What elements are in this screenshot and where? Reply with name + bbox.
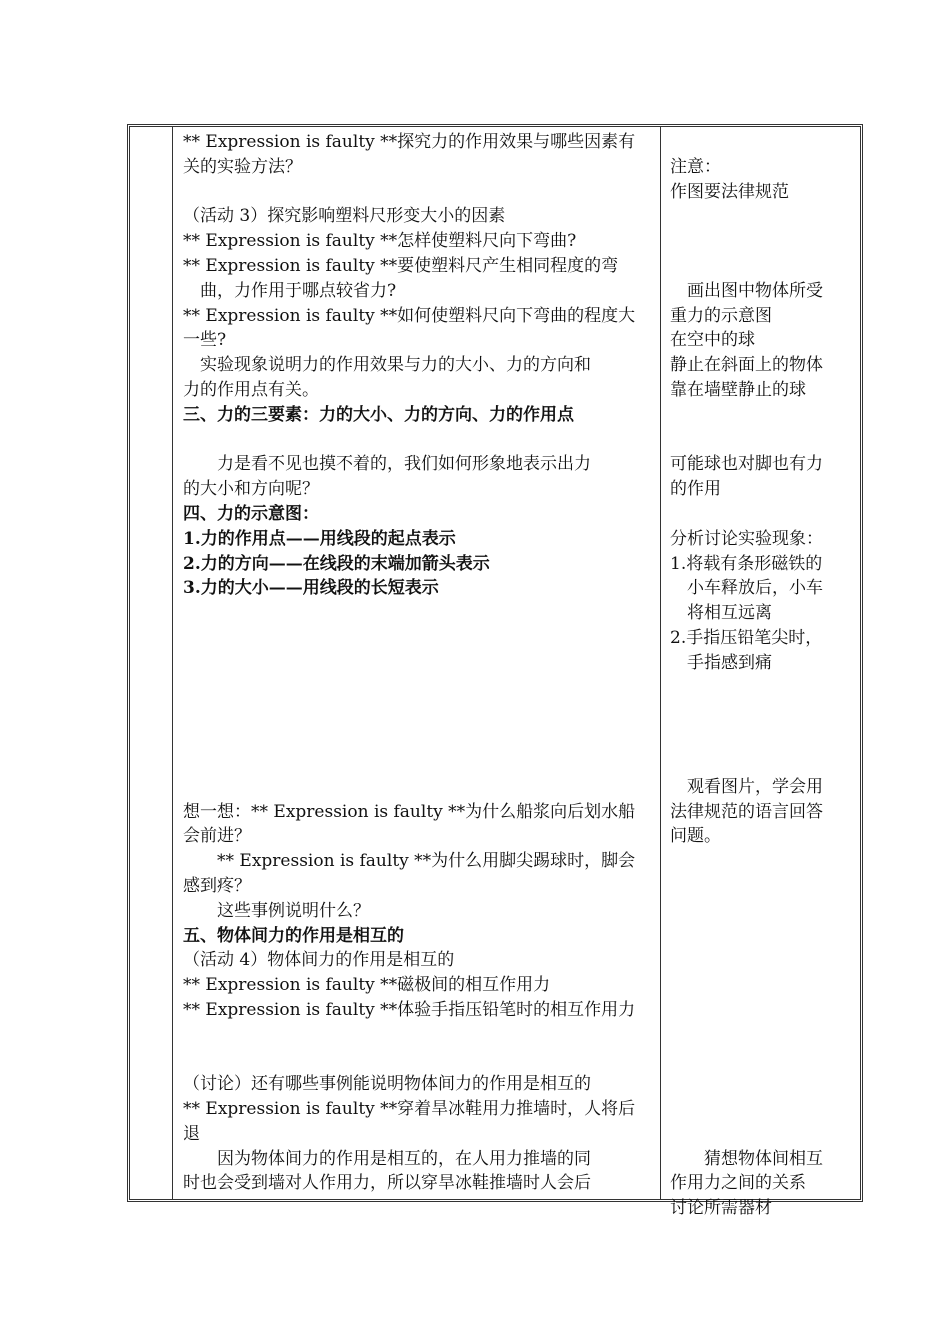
- text-line: 关的实验方法？: [183, 156, 302, 177]
- section-heading: 三、力的三要素：力的大小、力的方向、力的作用点: [183, 404, 574, 425]
- activity-heading: （活动 3）探究影响塑料尺形变大小的因素: [183, 206, 506, 227]
- note-line: 靠在墙壁静止的球: [670, 379, 806, 400]
- column-divider-right: [660, 127, 661, 1199]
- text-line: 力是看不见也摸不着的，我们如何形象地表示出力: [183, 454, 591, 475]
- teaching-content-column: [183, 127, 655, 1196]
- note-line: 2.手指压铅笔尖时，: [670, 627, 823, 648]
- text-line: 曲，力作用于哪点较省力?: [183, 280, 397, 301]
- note-line: 注意：: [670, 156, 721, 177]
- text-line: ** Expression is faulty **为什么用脚尖踢球时，脚会: [183, 851, 636, 872]
- text-line: 会前进？: [183, 826, 251, 847]
- note-line: 静止在斜面上的物体: [670, 355, 823, 376]
- text-line: ** Expression is faulty **如何使塑料尺向下弯曲的程度大: [183, 305, 636, 326]
- list-item: 2.力的方向——在线段的末端加箭头表示: [183, 553, 490, 574]
- list-item: 1.力的作用点——用线段的起点表示: [183, 528, 456, 549]
- text-line: ** Expression is faulty **穿着旱冰鞋用力推墙时，人将后: [183, 1099, 636, 1120]
- text-line: 退: [183, 1123, 200, 1144]
- note-line: 小车释放后，小车: [670, 578, 823, 599]
- note-line: 讨论所需器材: [670, 1198, 772, 1219]
- note-line: 分析讨论实验现象：: [670, 528, 823, 549]
- note-line: 1.将载有条形磁铁的: [670, 553, 823, 574]
- text-line: 因为物体间力的作用是相互的，在人用力推墙的同: [183, 1148, 591, 1169]
- list-item: 3.力的大小——用线段的长短表示: [183, 578, 439, 599]
- student-activity-column: [670, 127, 862, 1221]
- section-heading: 四、力的示意图：: [183, 503, 319, 524]
- text-line: ** Expression is faulty **磁极间的相互作用力: [183, 975, 551, 996]
- text-line: ** Expression is faulty **探究力的作用效果与哪些因素有: [183, 132, 636, 152]
- text-line: 想一想：** Expression is faulty **为什么船浆向后划水船: [183, 801, 636, 822]
- note-line: 的作用: [670, 479, 721, 500]
- note-line: 法律规范的语言回答: [670, 801, 823, 822]
- note-line: 问题。: [670, 826, 721, 847]
- note-line: 重力的示意图: [670, 305, 772, 326]
- text-line: 一些?: [183, 330, 227, 351]
- text-line: 时也会受到墙对人作用力，所以穿旱冰鞋推墙时人会后: [183, 1173, 591, 1194]
- note-line: 作图要法律规范: [670, 181, 789, 202]
- note-line: 将相互远离: [670, 603, 772, 624]
- activity-heading: （活动 4）物体间力的作用是相互的: [183, 950, 455, 971]
- text-line: （讨论）还有哪些事例能说明物体间力的作用是相互的: [183, 1074, 591, 1095]
- note-line: 在空中的球: [670, 330, 755, 351]
- column-divider-left: [172, 127, 173, 1199]
- text-line: ** Expression is faulty **体验手指压铅笔时的相互作用力: [183, 999, 636, 1020]
- note-line: 观看图片，学会用: [670, 776, 823, 797]
- text-line: 实验现象说明力的作用效果与力的大小、力的方向和: [183, 355, 591, 376]
- text-line: ** Expression is faulty **要使塑料尺产生相同程度的弯: [183, 255, 619, 276]
- lesson-table: [127, 124, 863, 1219]
- text-line: 这些事例说明什么？: [183, 900, 370, 921]
- text-line: ** Expression is faulty **怎样使塑料尺向下弯曲?: [183, 231, 577, 252]
- text-line: 力的作用点有关。: [183, 379, 319, 400]
- note-line: 画出图中物体所受: [670, 280, 823, 301]
- note-line: 可能球也对脚也有力: [670, 454, 823, 475]
- section-heading: 五、物体间力的作用是相互的: [183, 925, 404, 946]
- text-line: 的大小和方向呢？: [183, 479, 319, 500]
- text-line: 感到疼？: [183, 875, 251, 896]
- note-line: 作用力之间的关系: [670, 1173, 806, 1194]
- note-line: 手指感到痛: [670, 652, 772, 673]
- note-line: 猜想物体间相互: [670, 1148, 823, 1169]
